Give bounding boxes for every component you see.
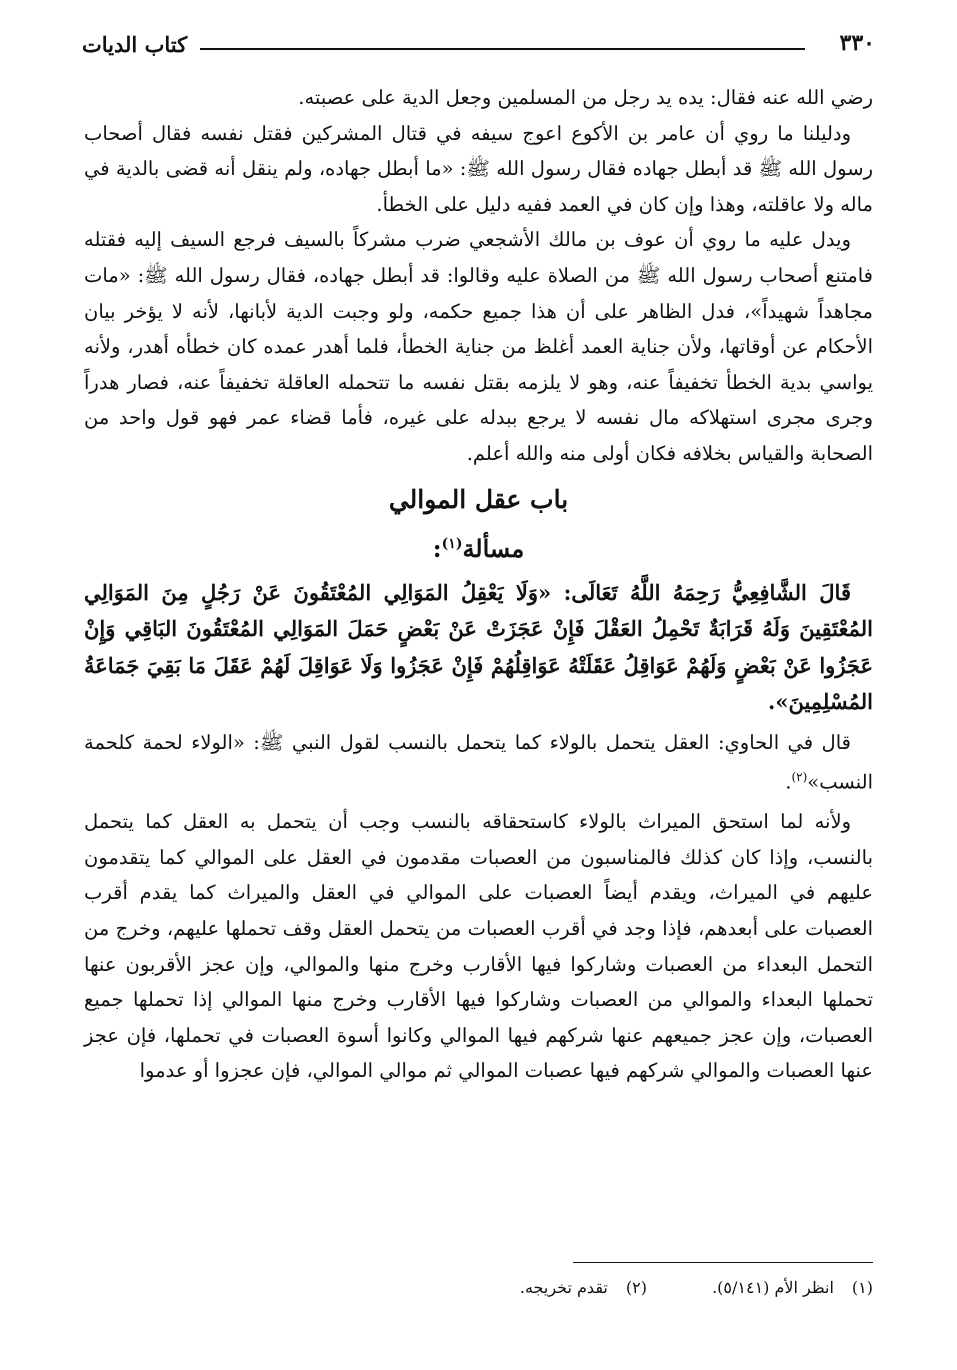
footnotes xyxy=(84,1278,873,1297)
hawi-footnote-ref: (٢) xyxy=(791,770,808,785)
footnote-1-text: انظر الأم (٥/١٤١). xyxy=(712,1278,834,1297)
shafii-quote: قَالَ الشَّافِعِيُّ رَحِمَهُ اللَّهُ تَعَالَى: «وَلَا يَعْقِلُ المَوَالِي المُعْتَقُونَ عَنْ رَجُلٍ مِنَ المَوَالِي المُعْتَقِينَ وَلَهُ قَرَابَةٌ تَحْمِلُ العَقْلَ فَإِنْ عَجَزَتْ عَنْ بَعْضٍ حَمَلَ المَوَالِي المُعْتَقُونَ البَاقِي وَإِنْ عَجَزُوا عَنْ بَعْضٍ وَلَهُمْ عَوَاقِلُ عَقَلَتْهُ عَوَاقِلُهُمْ فَإِنْ عَجَزُوا وَلَا عَوَاقِلَ لَهُمْ عَقَلَ مَا بَقِيَ جَمَاعَةُ المُسْلِمِينَ». xyxy=(84,579,873,715)
paragraph-3: ويدل عليه ما روي أن عوف بن مالك الأشجعي ضرب مشركاً بالسيف فرجع السيف إليه فقتله فامتنع أصحاب رسول الله ﷺ من الصلاة عليه وقالوا: قد أبطل جهاده، فقال رسول الله ﷺ: «مات مجاهداً شهيداً»، فدل الظاهر على أن هذا جميع حكمه، ولو وجبت الدية لأبانها، لأنه لا يؤخر بيان الأحكام عن أوقاتها، ولأن جناية العمد أغلظ من جناية الخطأ، فلما أهدر عمده كان خطأه أهدر، ولأنه يواسي بدية الخطأ تخفيفاً عنه، وهو لا يلزمه بقتل نفسه ما تتحمله العاقلة تخفيفاً عنه، فصار هدراً وجرى مجرى استهلاكه مال نفسه لا يرجع ببدله على غيره، فأما قضاء عمر فهو قول واحد من الصحابة والقياس بخلافه فكان أولى منه والله أعلم. xyxy=(84,228,873,465)
issue-title xyxy=(84,524,873,569)
footnote-2 xyxy=(520,1278,647,1297)
issue-footnote-ref: (١) xyxy=(441,535,463,552)
page-header xyxy=(82,30,875,64)
footnote-1-number: (١) xyxy=(851,1278,873,1297)
header-rule xyxy=(200,48,805,50)
footnote-1 xyxy=(712,1278,873,1297)
footnote-2-text: تقدم تخريجه. xyxy=(519,1278,608,1297)
hawi-paragraph xyxy=(84,725,873,801)
page-number: ٣٣٠ xyxy=(839,30,875,56)
footnote-rule xyxy=(573,1262,873,1263)
issue-colon: : xyxy=(432,533,442,563)
section-title: باب عقل الموالي xyxy=(388,484,569,514)
paragraph-1: رضي الله عنه فقال: يده يد رجل من المسلمين وجعل الدية على عصبته. xyxy=(298,86,873,109)
hawi-text: قال في الحاوي: العقل يتحمل بالولاء كما يتحمل بالنسب لقول النبي ﷺ: «الولاء لحمة كلحمة النسب» xyxy=(84,730,873,794)
issue-label: مسألة xyxy=(462,533,525,563)
book-title: كتاب الديات xyxy=(82,32,188,57)
paragraph-2: ودليلنا ما روي أن عامر بن الأكوع اعوج سيفه في قتال المشركين فقتل نفسه فقال أصحاب رسول الله ﷺ قد أبطل جهاده فقال رسول الله ﷺ: «ما أبطل جهاده، ولم ينقل أنه قضى بالدية في ماله ولا عاقلته، وهذا وإن كان في العمد ففيه دليل على الخطأ. xyxy=(84,121,873,216)
page-body xyxy=(84,80,873,1089)
hawi-end: . xyxy=(785,770,792,794)
paragraph-last: ولأنه لما استحق الميراث بالولاء كاستحقاقه بالنسب وجب أن يتحمل به العقل كما يتحمل بالنسب، وإذا كان كذلك فالمناسبون من العصبات مقدمون في العقل على الموالي كما يتقدمون عليهم في الميراث، ويقدم أيضاً العصبات على الموالي في العقل والميراث كما يقدم أقرب العصبات على أبعدهم، فإذا وجد في أقرب العصبات من يتحمل العقل وقف تحملها عليهم، وخرج من التحمل البعداء من العصبات وشاركوا فيها الأقارب وخرج منها والموالي، وإن عجز الأقربون عنها تحملها البعداء والموالي من العصبات وشاركوا فيها الأقارب وخرج منها الموالي إذا تحملها جميع العصبات، وإن عجز جميعهم عنها شركهم فيها الموالي وكانوا أسوة العصبات في تحملها، فإن عجز عنها العصبات والموالي شركهم فيها عصبات الموالي ثم موالي الموالي، فإن عجزوا أو عدموا xyxy=(84,810,873,1083)
footnote-2-number: (٢) xyxy=(625,1278,647,1297)
